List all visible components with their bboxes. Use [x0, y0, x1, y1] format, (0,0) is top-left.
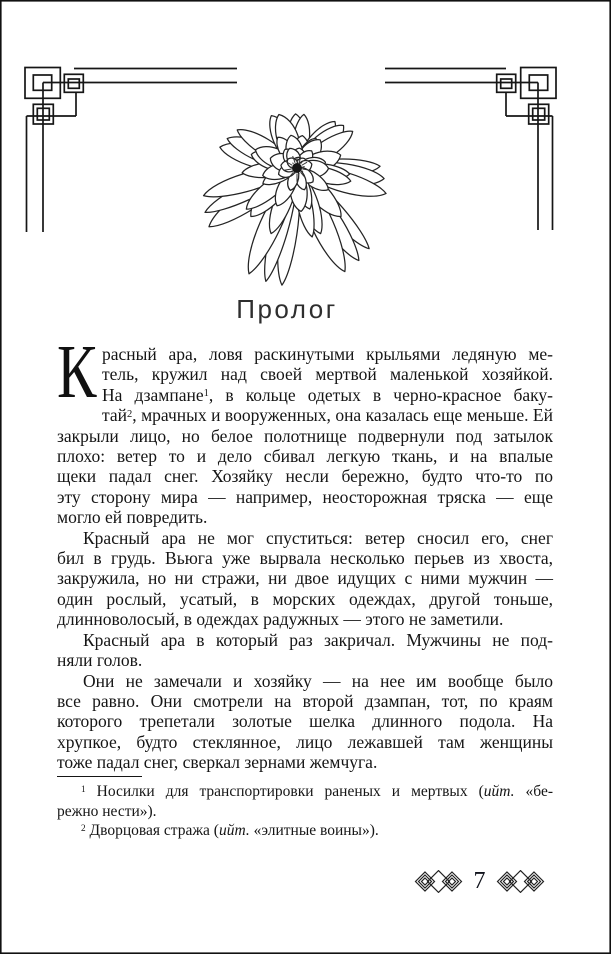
text-line: $^2$ Дворцовая стража (ийт. «элитные воины»).	[81, 822, 379, 840]
page-number: 7	[473, 867, 486, 894]
drop-cap: К	[57, 330, 97, 414]
text-line: расный ара, ловя раскинутыми крыльями ледяную ме-	[102, 344, 553, 364]
text-line: которого трепетали золотые шелка длинного подола. На	[57, 711, 553, 732]
text-line: тель, кружил над своей мертвой маленькой хозяйкой.	[102, 364, 553, 385]
paragraph	[57, 330, 553, 528]
text-line: могло ей повредить.	[57, 507, 208, 528]
footnote-marker: 1	[81, 785, 86, 796]
page-footer	[414, 869, 545, 893]
text-line: $^1$ Носилки для транспортировки раненых и мертвых (ийт. «бе-	[81, 783, 553, 800]
text-line: щеки падал снег. Хозяйку несли бережно, будто что-то по	[57, 466, 553, 487]
text-line: На дзампане$^1$, в кольце одетых в черно-красное баку-	[102, 384, 553, 405]
text-line: один рослый, усатый, в морских одеждах, другой тоньше,	[57, 588, 553, 609]
text-line: бил в грудь. Вьюга уже вырвала несколько перьев из хвоста,	[57, 548, 553, 569]
body-text	[57, 330, 553, 773]
chrysanthemum-illustration	[198, 102, 390, 296]
paragraph	[57, 528, 553, 630]
footnote-marker: 1	[203, 388, 209, 400]
text-line: длинноволосый, в одеждах радужных — этого не заметили.	[57, 609, 504, 630]
footnote	[57, 782, 553, 821]
paragraph	[57, 671, 553, 773]
text-line: тоже падал снег, сверкал зернами жемчуга.	[57, 752, 378, 773]
footnotes	[57, 782, 553, 841]
diamond-ornament-left	[414, 870, 463, 893]
text-line: эту сторону мира — например, неосторожная тряска — еще	[57, 486, 553, 507]
text-line: все равно. Они смотрели на второй дзампан, тот, по краям	[57, 690, 553, 711]
chapter-heading: Пролог	[236, 294, 338, 324]
corner-knot-right	[385, 68, 556, 231]
text-line: Они не замечали и хозяйку — на нее им вообще было	[83, 670, 553, 691]
text-line: няли голов.	[57, 650, 143, 671]
text-line: Красный ара не мог спуститься: ветер сносил его, снег	[83, 527, 553, 548]
text-line: режно нести»).	[57, 802, 157, 820]
text-line: хрупкое, будто стеклянное, лицо лежавшей там женщины	[57, 731, 553, 752]
text-line: плохо: ветер то и дело сбивал легкую ткань, и на впалые	[57, 446, 553, 467]
footnote	[57, 821, 553, 841]
text-line: Красный ара в который раз закричал. Мужчины не под-	[83, 629, 553, 650]
text-line: закрыли лицо, но белое полотнище подвернули под затылок	[57, 425, 553, 446]
paragraph	[57, 630, 553, 671]
footnote-marker: 2	[81, 824, 86, 835]
text-line: закружила, но ни стражи, ни двое идущих с ними мужчин —	[57, 568, 553, 589]
text-line: тай$^2$, мрачных и вооруженных, она казалась еще меньше. Ей	[102, 405, 553, 426]
footnote-separator	[57, 776, 142, 777]
diamond-ornament-right	[496, 870, 545, 893]
footnote-marker: 2	[127, 408, 133, 420]
